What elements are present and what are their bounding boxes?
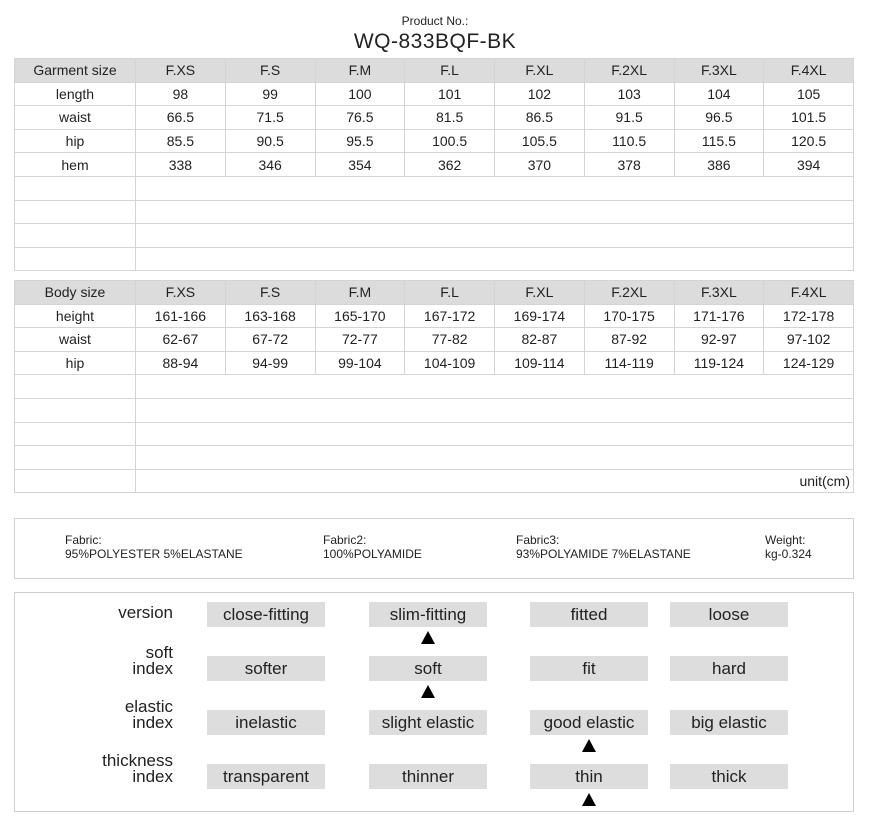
table-cell: 110.5 <box>584 129 674 153</box>
table-cell: 100 <box>315 82 405 106</box>
empty-row <box>15 200 854 224</box>
fabric-1 <box>65 533 243 561</box>
empty-cell <box>15 469 136 493</box>
header-cell: F.L <box>405 281 495 305</box>
empty-cell <box>136 200 854 224</box>
table-cell: 100.5 <box>405 129 495 153</box>
table-cell: 362 <box>405 153 495 177</box>
fabric-2-label: Fabric2: <box>323 533 367 547</box>
table-cell: 120.5 <box>764 129 854 153</box>
table-cell: 378 <box>584 153 674 177</box>
empty-row <box>15 446 854 470</box>
table-cell: 99 <box>225 82 315 106</box>
selected-arrow-icon <box>421 631 435 644</box>
empty-cell <box>136 247 854 271</box>
table-cell: 105.5 <box>495 129 585 153</box>
row-label: hip <box>15 351 136 375</box>
table-cell: 386 <box>674 153 764 177</box>
header-cell: F.XS <box>136 281 226 305</box>
header-cell: F.M <box>315 281 405 305</box>
header-cell: F.3XL <box>674 59 764 83</box>
empty-cell <box>136 176 854 200</box>
row-label: waist <box>15 106 136 130</box>
empty-cell <box>15 176 136 200</box>
index-option: soft <box>369 656 487 681</box>
empty-cell <box>136 375 854 399</box>
header-cell: F.S <box>225 281 315 305</box>
table-header-row <box>15 281 854 305</box>
index-label: elastic index <box>124 697 173 732</box>
product-number-label: Product No.: <box>401 14 469 28</box>
empty-row <box>15 469 854 493</box>
selected-arrow-icon <box>421 685 435 698</box>
header-cell: Garment size <box>15 59 136 83</box>
table-cell: 81.5 <box>405 106 495 130</box>
fabric-2 <box>323 533 422 561</box>
table-row <box>15 328 854 352</box>
index-panel <box>14 592 854 812</box>
header-cell: Body size <box>15 281 136 305</box>
empty-cell <box>15 200 136 224</box>
garment-size-table <box>14 58 854 271</box>
empty-row <box>15 224 854 248</box>
row-label: hip <box>15 129 136 153</box>
table-cell: 67-72 <box>225 328 315 352</box>
weight-value: kg-0.324 <box>765 547 812 561</box>
table-cell: 338 <box>136 153 226 177</box>
header-cell: F.XL <box>495 281 585 305</box>
unit-label: unit(cm) <box>136 469 854 493</box>
table-cell: 394 <box>764 153 854 177</box>
table-cell: 87-92 <box>584 328 674 352</box>
table-cell: 163-168 <box>225 304 315 328</box>
table-cell: 119-124 <box>674 351 764 375</box>
table-cell: 92-97 <box>674 328 764 352</box>
table-cell: 109-114 <box>495 351 585 375</box>
empty-cell <box>136 446 854 470</box>
table-cell: 71.5 <box>225 106 315 130</box>
empty-cell <box>136 398 854 422</box>
table-row <box>15 82 854 106</box>
empty-row <box>15 398 854 422</box>
table-cell: 99-104 <box>315 351 405 375</box>
index-option: transparent <box>207 764 325 789</box>
table-row <box>15 106 854 130</box>
empty-row <box>15 422 854 446</box>
table-cell: 124-129 <box>764 351 854 375</box>
index-option: softer <box>207 656 325 681</box>
fabric-3 <box>516 533 691 561</box>
header-cell: F.XS <box>136 59 226 83</box>
table-cell: 102 <box>495 82 585 106</box>
index-option: inelastic <box>207 710 325 735</box>
fabric-info-panel <box>14 518 854 579</box>
table-cell: 171-176 <box>674 304 764 328</box>
weight-label: Weight: <box>765 533 806 547</box>
index-option: big elastic <box>670 710 788 735</box>
table-cell: 88-94 <box>136 351 226 375</box>
index-option: thin <box>530 764 648 789</box>
table-header-row <box>15 59 854 83</box>
index-option: fit <box>530 656 648 681</box>
index-option: thick <box>670 764 788 789</box>
product-number: WQ-833BQF-BK <box>353 30 517 53</box>
table-cell: 94-99 <box>225 351 315 375</box>
row-label: waist <box>15 328 136 352</box>
index-option: thinner <box>369 764 487 789</box>
table-cell: 354 <box>315 153 405 177</box>
table-cell: 170-175 <box>584 304 674 328</box>
table-cell: 95.5 <box>315 129 405 153</box>
fabric-2-value: 100%POLYAMIDE <box>323 547 422 561</box>
empty-cell <box>15 422 136 446</box>
row-label: height <box>15 304 136 328</box>
empty-cell <box>15 446 136 470</box>
index-option: good elastic <box>530 710 648 735</box>
table-cell: 85.5 <box>136 129 226 153</box>
table-cell: 82-87 <box>495 328 585 352</box>
header-cell: F.S <box>225 59 315 83</box>
table-cell: 370 <box>495 153 585 177</box>
index-option: loose <box>670 602 788 627</box>
empty-row <box>15 247 854 271</box>
header-cell: F.M <box>315 59 405 83</box>
table-row <box>15 304 854 328</box>
row-label: hem <box>15 153 136 177</box>
header-cell: F.4XL <box>764 59 854 83</box>
header-cell: F.3XL <box>674 281 764 305</box>
table-cell: 97-102 <box>764 328 854 352</box>
table-cell: 77-82 <box>405 328 495 352</box>
empty-cell <box>136 224 854 248</box>
table-cell: 114-119 <box>584 351 674 375</box>
table-cell: 104-109 <box>405 351 495 375</box>
header-cell: F.2XL <box>584 59 674 83</box>
header-cell: F.L <box>405 59 495 83</box>
table-cell: 165-170 <box>315 304 405 328</box>
table-cell: 346 <box>225 153 315 177</box>
header-cell: F.4XL <box>764 281 854 305</box>
empty-cell <box>15 375 136 399</box>
table-cell: 76.5 <box>315 106 405 130</box>
weight <box>765 533 812 561</box>
body-size-table <box>14 280 854 493</box>
empty-cell <box>15 398 136 422</box>
table-cell: 98 <box>136 82 226 106</box>
index-label: version <box>118 603 173 622</box>
table-cell: 172-178 <box>764 304 854 328</box>
table-cell: 62-67 <box>136 328 226 352</box>
table-cell: 101 <box>405 82 495 106</box>
table-cell: 101.5 <box>764 106 854 130</box>
empty-cell <box>136 422 854 446</box>
table-cell: 167-172 <box>405 304 495 328</box>
table-cell: 66.5 <box>136 106 226 130</box>
fabric-1-label: Fabric: <box>65 533 102 547</box>
table-cell: 72-77 <box>315 328 405 352</box>
table-cell: 96.5 <box>674 106 764 130</box>
index-option: fitted <box>530 602 648 627</box>
header-cell: F.XL <box>495 59 585 83</box>
fabric-3-value: 93%POLYAMIDE 7%ELASTANE <box>516 547 691 561</box>
fabric-3-label: Fabric3: <box>516 533 560 547</box>
table-row <box>15 351 854 375</box>
index-option: slim-fitting <box>369 602 487 627</box>
empty-row <box>15 176 854 200</box>
selected-arrow-icon <box>582 739 596 752</box>
table-cell: 104 <box>674 82 764 106</box>
table-row <box>15 129 854 153</box>
table-cell: 103 <box>584 82 674 106</box>
table-cell: 115.5 <box>674 129 764 153</box>
table-cell: 169-174 <box>495 304 585 328</box>
index-option: close-fitting <box>207 602 325 627</box>
table-cell: 86.5 <box>495 106 585 130</box>
selected-arrow-icon <box>582 793 596 806</box>
index-option: hard <box>670 656 788 681</box>
index-option: slight elastic <box>369 710 487 735</box>
header-cell: F.2XL <box>584 281 674 305</box>
index-label: soft index <box>132 643 173 678</box>
empty-row <box>15 375 854 399</box>
empty-cell <box>15 224 136 248</box>
table-cell: 105 <box>764 82 854 106</box>
row-label: length <box>15 82 136 106</box>
table-cell: 91.5 <box>584 106 674 130</box>
table-cell: 90.5 <box>225 129 315 153</box>
empty-cell <box>15 247 136 271</box>
index-label: thickness index <box>102 751 173 786</box>
table-cell: 161-166 <box>136 304 226 328</box>
fabric-1-value: 95%POLYESTER 5%ELASTANE <box>65 547 243 561</box>
table-row <box>15 153 854 177</box>
